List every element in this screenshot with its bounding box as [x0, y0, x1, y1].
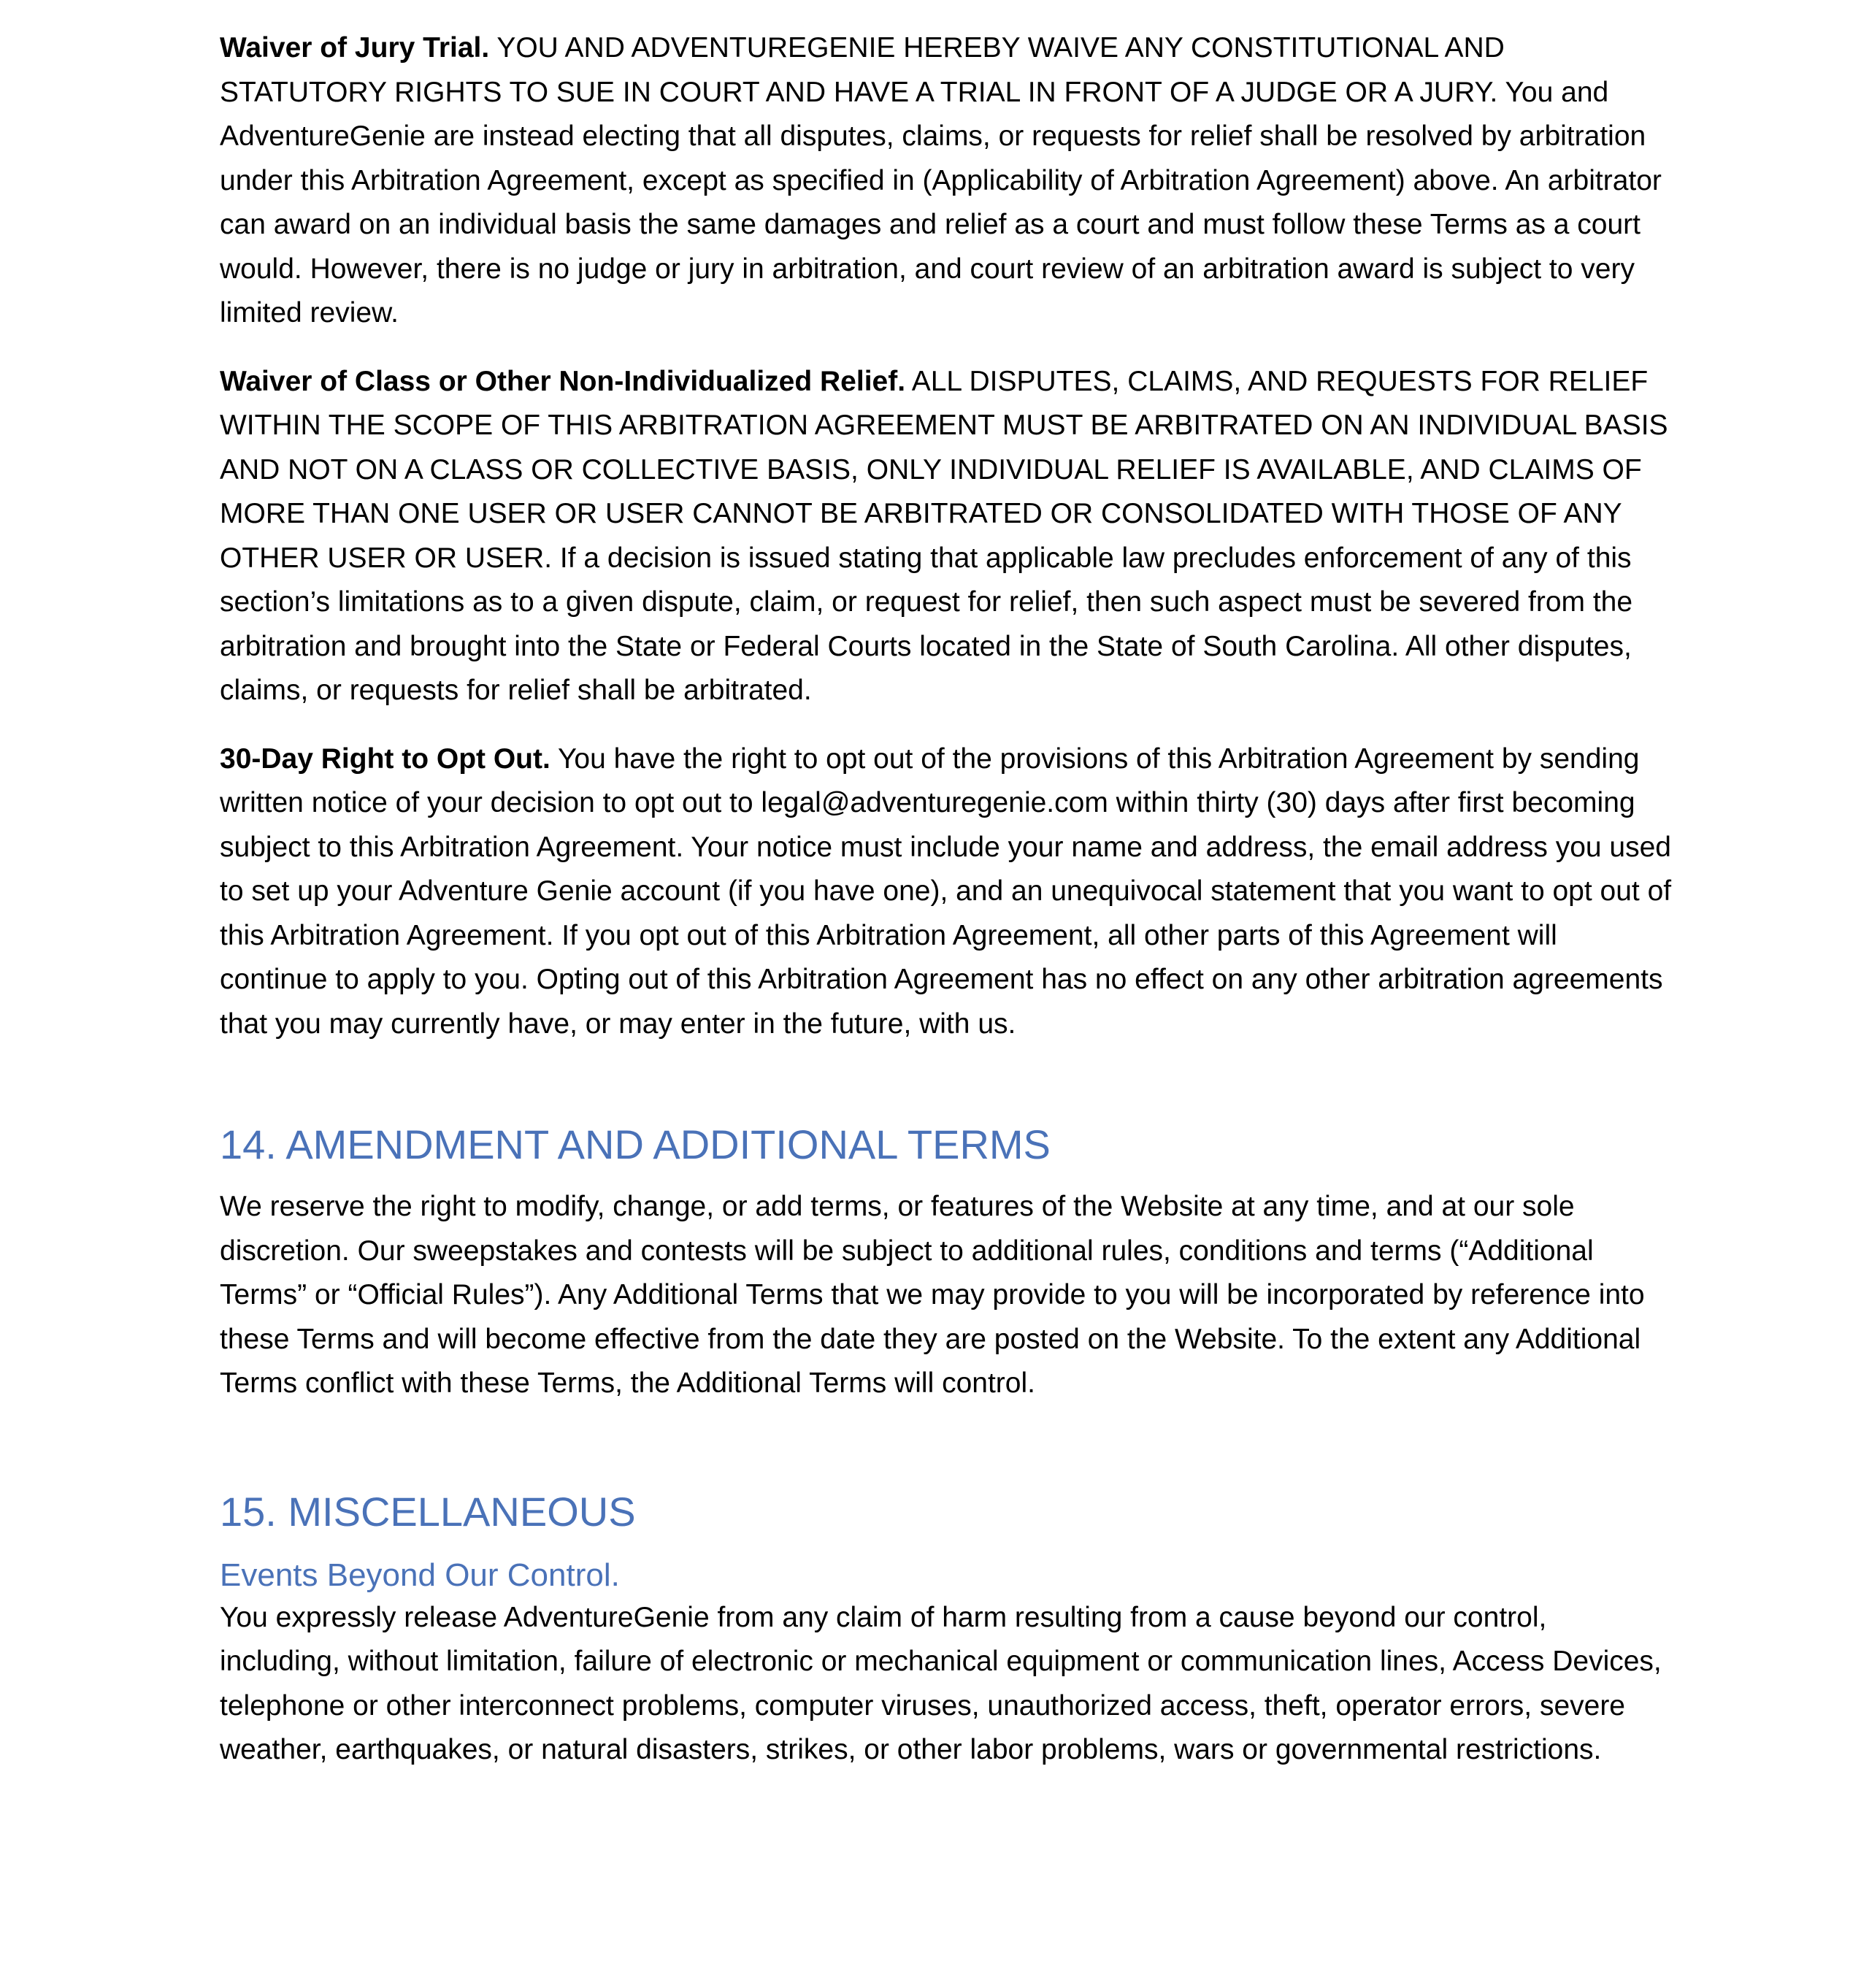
section-heading-miscellaneous: 15. MISCELLANEOUS [220, 1488, 636, 1535]
paragraph-lead: Waiver of Class or Other Non-Individualized Relief. [220, 365, 906, 397]
paragraph-body: We reserve the right to modify, change, or add terms, or features of the Website at any time, and at our sole discretion. Our sweepstakes and contests will be subject to additional rules, conditions and terms (“Additional Terms” or “Official Rules”). Any Additional Terms that we may provide to you will be incorporated by reference into these Terms and will become effective from the date they are posted on the Website. To the extent any Additional Terms conflict with these Terms, the Additional Terms will control. [220, 1191, 1645, 1399]
paragraph-body: You have the right to opt out of the provisions of this Arbitration Agreement by sending written notice of your decision to opt out to legal@adventuregenie.com within thirty (30) days after first becoming subject to this Arbitration Agreement. Your notice must include your name and address, the email address you used to set up your Adventure Genie account (if you have one), and an unequivocal statement that you want to opt out of this Arbitration Agreement. If you opt out of this Arbitration Agreement, all other parts of this Agreement will continue to apply to you. Opting out of this Arbitration Agreement has no effect on any other arbitration agreements that you may currently have, or may enter in the future, with us. [220, 742, 1672, 1040]
paragraph-waiver-jury-trial [220, 26, 1673, 336]
section-heading-amendment: 14. AMENDMENT AND ADDITIONAL TERMS [220, 1121, 1051, 1167]
paragraph-lead: Waiver of Jury Trial. [220, 32, 490, 64]
subsection-heading-events: Events Beyond Our Control. [220, 1557, 620, 1593]
document-page [220, 26, 1673, 1773]
paragraph-body: YOU AND ADVENTUREGENIE HEREBY WAIVE ANY CONSTITUTIONAL AND STATUTORY RIGHTS TO SUE IN COURT AND HAVE A TRIAL IN FRONT OF A JUDGE OR A JURY. You and AdventureGenie are instead electing that all disputes, claims, or requests for relief shall be resolved by arbitration under this Arbitration Agreement, except as specified in (Applicability of Arbitration Agreement) above. An arbitrator can award on an individual basis the same damages and relief as a court and must follow these Terms as a court would. However, there is no judge or jury in arbitration, and court review of an arbitration award is subject to very limited review. [220, 32, 1662, 329]
paragraph-events [220, 1596, 1673, 1773]
paragraph-opt-out [220, 737, 1673, 1047]
paragraph-body: ALL DISPUTES, CLAIMS, AND REQUESTS FOR RELIEF WITHIN THE SCOPE OF THIS ARBITRATION AGREEMENT MUST BE ARBITRATED ON AN INDIVIDUAL BASIS AND NOT ON A CLASS OR COLLECTIVE BASIS, ONLY INDIVIDUAL RELIEF IS AVAILABLE, AND CLAIMS OF MORE THAN ONE USER OR USER CANNOT BE ARBITRATED OR CONSOLIDATED WITH THOSE OF ANY OTHER USER OR USER. If a decision is issued stating that applicable law precludes enforcement of any of this section’s limitations as to a given dispute, claim, or request for relief, then such aspect must be severed from the arbitration and brought into the State or Federal Courts located in the State of South Carolina. All other disputes, claims, or requests for relief shall be arbitrated. [220, 365, 1668, 706]
paragraph-amendment [220, 1185, 1673, 1406]
paragraph-body: You expressly release AdventureGenie from any claim of harm resulting from a cause beyond our control, including, without limitation, failure of electronic or mechanical equipment or communication lines, Access Devices, telephone or other interconnect problems, computer viruses, unauthorized access, theft, operator errors, severe weather, earthquakes, or natural disasters, strikes, or other labor problems, wars or governmental restrictions. [220, 1601, 1662, 1765]
paragraph-waiver-class-relief [220, 360, 1673, 713]
paragraph-lead: 30-Day Right to Opt Out. [220, 742, 550, 775]
